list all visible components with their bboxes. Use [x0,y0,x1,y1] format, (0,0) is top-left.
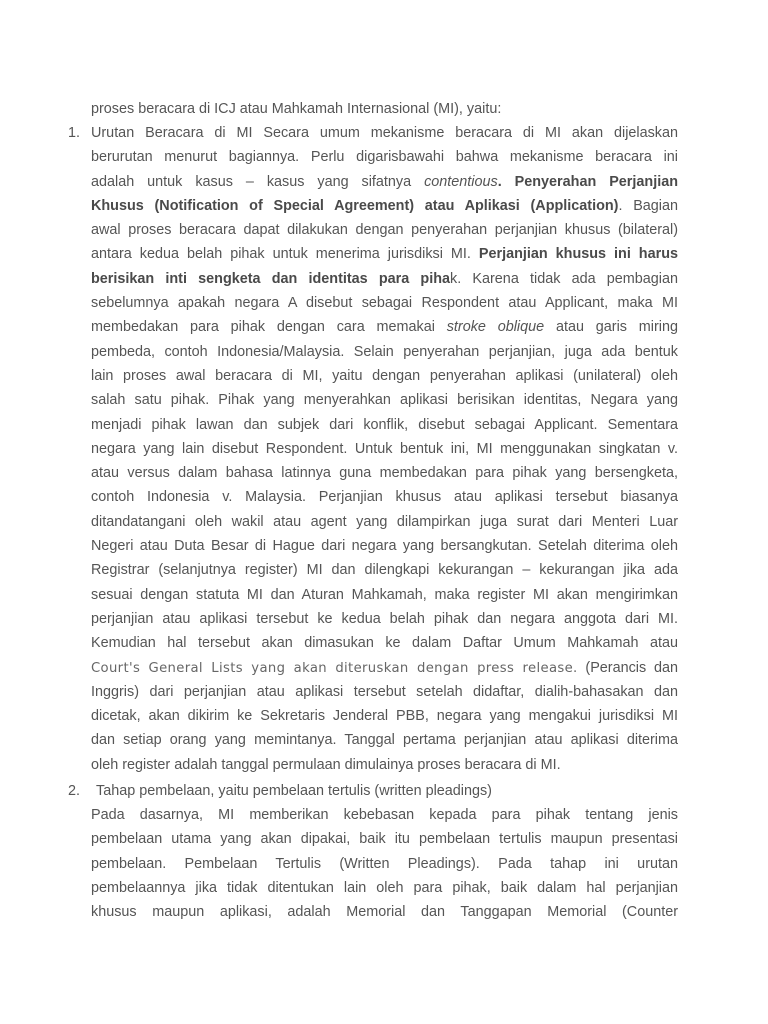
text-line [91,558,678,582]
text-line [91,680,678,704]
item-2-number: 2. [68,783,81,799]
text-run: atau garis miring [544,319,678,336]
text-run: Pada dasarnya, MI memberikan kebebasan kepada para pihak tentang jenis [91,807,678,823]
text-run: Registrar (selanjutnya register) MI dan dilengkapi kekurangan – kekurangan jika ada [91,562,678,579]
text-run: adalah untuk kasus – kasus yang sifatnya [91,173,425,190]
text-run: Urutan Beracara di MI Secara umum mekanisme beracara di MI akan dijelaskan [91,125,678,141]
text-line [91,315,678,339]
item-1-number: 1. [68,125,81,141]
intro-line: proses beracara di ICJ atau Mahkamah Internasional (MI), yaitu: [91,101,502,117]
text-line [91,753,678,777]
item-2-heading: Tahap pembelaan, yaitu pembelaan tertulis (written pleadings) [96,783,492,799]
text-line [91,121,678,145]
text-run: Khusus (Notification of Special Agreement) atau Aplikasi (Application) [91,197,619,214]
text-line [91,876,678,900]
text-run: berurutan menurut bagiannya. Perlu digarisbawahi bahwa mekanisme beracara ini [91,149,678,166]
text-line [91,145,678,169]
text-run: awal proses beracara dapat dilakukan dengan penyerahan perjanjian khusus (bilateral) [91,222,678,239]
text-run: perjanjian atau aplikasi tersebut ke kedua belah pihak dan negara anggota dari MI. [91,610,678,627]
text-run: negara yang lain disebut Respondent. Untuk bentuk ini, MI menggunakan singkatan v. [91,440,678,457]
text-run: pembelaannya jika tidak ditentukan lain oleh para pihak, baik dalam hal perjanjian [91,879,678,896]
text-line [91,827,678,851]
text-run: stroke oblique [446,319,545,336]
text-line [91,510,678,534]
text-run: dicetak, akan dikirim ke Sekretaris Jenderal PBB, negara yang mengakui jurisdiksi MI [91,708,678,725]
text-run: atau versus dalam bahasa latinnya guna membedakan para pihak yang bersengketa, [91,465,678,482]
text-line [91,437,678,461]
text-line [91,218,678,242]
text-run: ditandatangani oleh wakil atau agent yang dilampirkan juga surat dari Menteri Luar [91,513,678,530]
text-run: salah satu pihak. Pihak yang menyerahkan aplikasi berisikan identitas, Negara yang [91,392,678,409]
text-run: khusus maupun aplikasi, adalah Memorial dan Tanggapan Memorial (Counter [91,904,678,921]
text-line [91,461,678,485]
text-run: sebelumnya apakah negara A disebut sebagai Respondent atau Applicant, maka MI [91,295,678,312]
text-run: dan setiap orang yang memintanya. Tanggal pertama perjanjian atau aplikasi diterima [91,732,678,749]
text-line [91,583,678,607]
text-run: pembelaan utama yang akan dipakai, baik itu pembelaan tertulis maupun presentasi [91,831,678,848]
text-line [91,534,678,558]
text-line [91,607,678,631]
text-run: . Bagian [618,197,678,214]
text-line [91,803,678,827]
text-run: k. Karena tidak ada pembagian [450,270,678,287]
text-run: Inggris) dari perjanjian atau aplikasi tersebut setelah didaftar, dialih-bahasakan dan [91,683,678,700]
text-line [91,267,678,291]
text-run: Negeri atau Duta Besar di Hague dari negara yang bersangkutan. Setelah diterima oleh [91,538,678,555]
text-line [91,728,678,752]
text-run: Kemudian hal tersebut akan dimasukan ke dalam Daftar Umum Mahkamah atau [91,635,678,652]
text-run: antara kedua belah pihak untuk menerima jurisdiksi MI. [91,246,479,263]
text-line [91,704,678,728]
text-line [91,631,678,655]
text-run: Perjanjian khusus ini harus [478,246,678,263]
text-line [91,170,678,194]
text-run: contentious [424,173,498,190]
text-line [91,656,678,680]
text-line [91,364,678,388]
text-line [91,291,678,315]
text-run: pembeda, contoh Indonesia/Malaysia. Selain penyerahan perjanjian, juga ada bentuk [91,343,678,360]
text-line [91,194,678,218]
text-run: berisikan inti sengketa dan identitas para piha [91,270,451,287]
text-run: oleh register adalah tanggal permulaan dimulainya proses beracara di MI. [91,756,561,773]
text-run: lain proses awal beracara di MI, yaitu dengan penyerahan aplikasi (unilateral) oleh [91,367,678,384]
text-run: contoh Indonesia v. Malaysia. Perjanjian khusus atau aplikasi tersebut biasanya [91,489,678,506]
text-run: sesuai dengan statuta MI dan Aturan Mahkamah, maka register MI akan mengirimkan [91,586,678,603]
text-run: pembelaan. Pembelaan Tertulis (Written Pleadings). Pada tahap ini urutan [91,855,678,872]
text-run: menjadi pihak lawan dan subjek dari konflik, disebut sebagai Applicant. Sementara [91,416,678,433]
text-line [91,485,678,509]
text-run: membedakan para pihak dengan cara memakai [91,319,447,336]
text-line [91,242,678,266]
text-run: Court's General Lists yang akan diteruskan dengan press release. [91,660,578,676]
item-1-paragraph [91,121,678,777]
text-line [91,900,678,924]
item-2-paragraph [91,803,678,924]
text-line [91,340,678,364]
text-run: . Penyerahan Perjanjian [497,173,678,190]
text-line [91,388,678,412]
text-line [91,852,678,876]
text-line [91,413,678,437]
text-run: (Perancis dan [577,659,678,676]
